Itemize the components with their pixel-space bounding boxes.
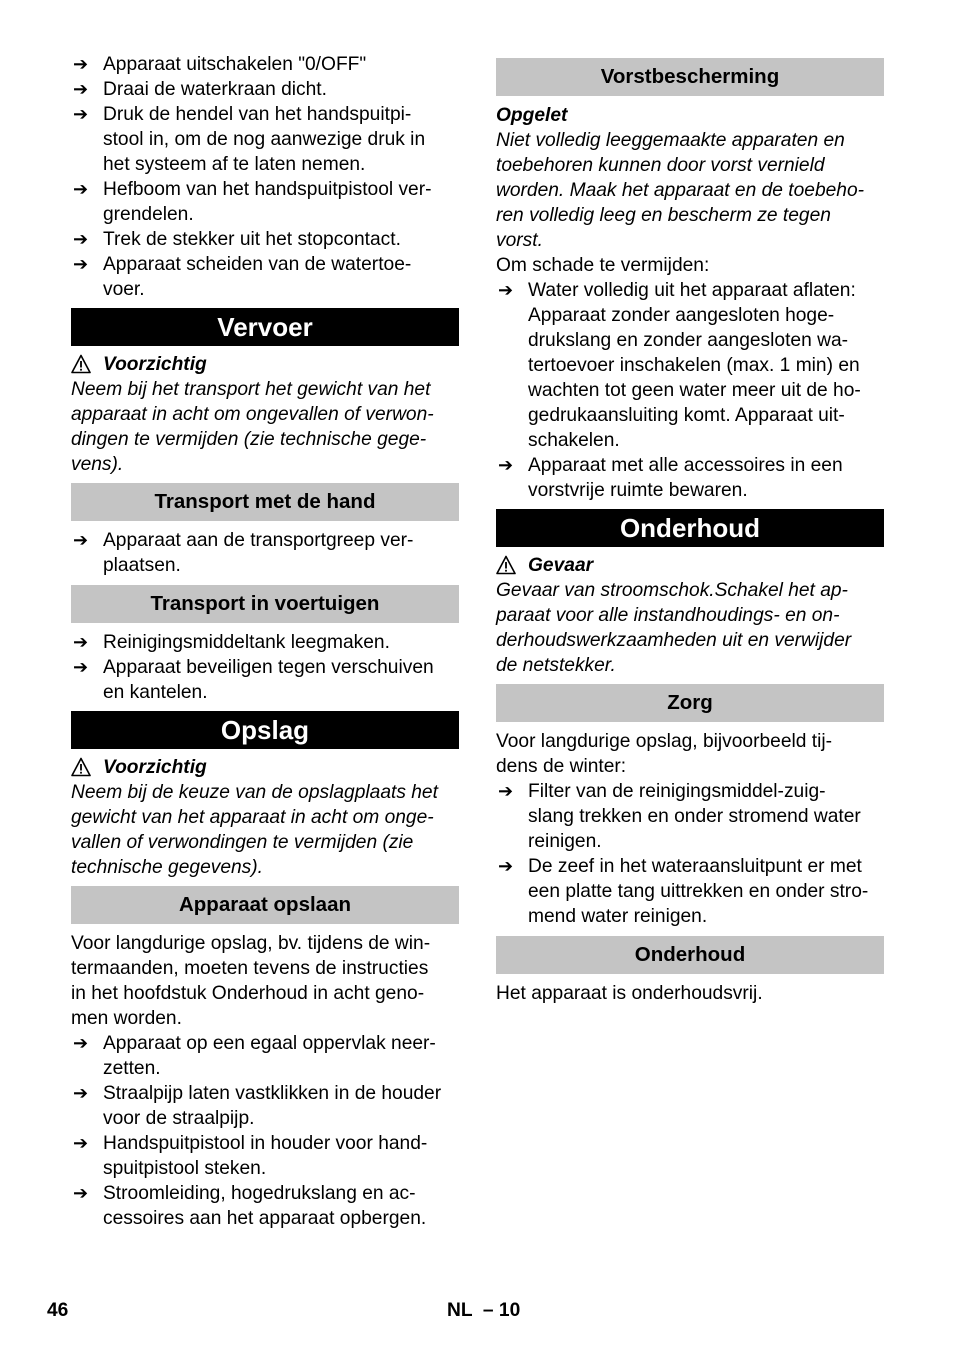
text-line: toebehoren kunnen door vorst vernield (496, 155, 825, 176)
text-line: gewicht van het apparaat in acht om onge- (71, 807, 434, 828)
text-line: Neem bij het transport het gewicht van het (71, 379, 431, 400)
bullet-text-line: De zeef in het wateraansluitpunt er met (528, 856, 862, 877)
arrow-right-icon: ➔ (73, 79, 89, 99)
arrow-right-icon: ➔ (73, 657, 89, 677)
text-line: termaanden, moeten tevens de instructies (71, 958, 429, 979)
bullet-text-line: Reinigingsmiddeltank leegmaken. (103, 632, 390, 653)
text-line: de netstekker. (496, 655, 616, 676)
bullet-item (71, 655, 459, 705)
bullet-item (496, 854, 884, 929)
left-column (71, 52, 459, 1231)
text-line: worden. Maak het apparaat en de toebeho- (496, 180, 865, 201)
bullet-item (71, 177, 459, 227)
arrow-right-icon: ➔ (73, 179, 89, 199)
bullet-text-line: voer. (103, 279, 145, 300)
text-line: men worden. (71, 1008, 182, 1029)
bullet-item (71, 252, 459, 302)
bullet-text-line: Apparaat uitschakelen "0/OFF" (103, 54, 367, 75)
bullet-text-line: het systeem af te laten nemen. (103, 154, 366, 175)
opslag-paragraph (71, 931, 459, 1031)
bullet-text-line: Apparaat met alle accessoires in een (528, 455, 843, 476)
text-line: ren volledig leeg en bescherm ze tegen (496, 205, 831, 226)
bullet-text-line: Apparaat beveiligen tegen verschuiven (103, 657, 434, 678)
arrow-right-icon: ➔ (73, 254, 89, 274)
bullet-item (71, 1181, 459, 1231)
bullet-text-line: en kantelen. (103, 682, 208, 703)
caution-label: Voorzichtig (103, 354, 207, 375)
bullet-text-line: Straalpijp laten vastklikken in de houder (103, 1083, 442, 1104)
warning-triangle-icon (71, 757, 91, 777)
bullet-text-line: reinigen. (528, 831, 602, 852)
text-line: Niet volledig leeggemaakte apparaten en (496, 130, 845, 151)
bullet-item (71, 1031, 459, 1081)
text-line: Neem bij de keuze van de opslagplaats het (71, 782, 438, 803)
bullet-text-line: grendelen. (103, 204, 194, 225)
section-heading-onderhoud: Onderhoud (496, 509, 884, 547)
bullet-text-line: drukslang en zonder aangesloten wa- (528, 330, 849, 351)
bullet-text-line: Hefboom van het handspuitpistool ver- (103, 179, 432, 200)
text-line: paraat voor alle instandhoudings- en on- (496, 605, 840, 626)
bullet-text-line: slang trekken en onder stromend water (528, 806, 861, 827)
bullet-item (71, 1131, 459, 1181)
subheading-zorg: Zorg (496, 684, 884, 722)
caution-note (71, 755, 459, 780)
page-number: 46 (47, 1300, 69, 1321)
subheading-apparaat-opslaan: Apparaat opslaan (71, 886, 459, 924)
arrow-right-icon: ➔ (498, 455, 514, 475)
section-heading-vervoer: Vervoer (71, 308, 459, 346)
arrow-right-icon: ➔ (73, 530, 89, 550)
bullet-text-line: schakelen. (528, 430, 620, 451)
bullet-text-line: spuitpistool steken. (103, 1158, 267, 1179)
text-line: apparaat in acht om ongevallen of verwon- (71, 404, 434, 425)
arrow-right-icon: ➔ (73, 1133, 89, 1153)
text-line: derhoudswerkzaamheden uit en verwijder (496, 630, 852, 651)
transport-hand-bullets (71, 528, 459, 578)
bullet-text-line: Apparaat aan de transportgreep ver- (103, 530, 414, 551)
section-heading-opslag: Opslag (71, 711, 459, 749)
bullet-item (71, 227, 459, 252)
caution-label: Voorzichtig (103, 757, 207, 778)
transport-voertuigen-bullets (71, 630, 459, 705)
danger-label: Gevaar (528, 555, 594, 576)
bullet-text-line: Apparaat op een egaal oppervlak neer- (103, 1033, 436, 1054)
bullet-text-line: cessoires aan het apparaat opbergen. (103, 1208, 427, 1229)
text-line: Voor langdurige opslag, bijvoorbeeld tij- (496, 731, 832, 752)
bullet-text-line: Apparaat zonder aangesloten hoge- (528, 305, 835, 326)
bullet-item (496, 779, 884, 854)
language-page-label: NL – 10 (447, 1300, 521, 1321)
text-line: vallen of verwondingen te vermijden (zie (71, 832, 414, 853)
bullet-text-line: Handspuitpistool in houder voor hand- (103, 1133, 428, 1154)
text-line: dens de winter: (496, 756, 627, 777)
bullet-text-line: gedrukaansluiting komt. Apparaat uit- (528, 405, 845, 426)
caution-text (71, 780, 459, 880)
text-line: vorst. (496, 230, 543, 251)
bullet-text-line: Water volledig uit het apparaat aflaten: (528, 280, 856, 301)
subheading-transport-met-de-hand: Transport met de hand (71, 483, 459, 521)
danger-text (496, 578, 884, 678)
bullet-item (71, 1081, 459, 1131)
warning-triangle-icon (496, 555, 516, 575)
bullet-text-line: mend water reinigen. (528, 906, 708, 927)
bullet-text-line: vorstvrije ruimte bewaren. (528, 480, 748, 501)
bullet-text-line: tertoevoer inschakelen (max. 1 min) en (528, 355, 860, 376)
intro-bullet-list (71, 52, 459, 302)
text-line: Voor langdurige opslag, bv. tijdens de win- (71, 933, 431, 954)
bullet-item (71, 52, 459, 77)
bullet-text-line: Stroomleiding, hogedrukslang en ac- (103, 1183, 416, 1204)
bullet-item (71, 77, 459, 102)
arrow-right-icon: ➔ (73, 54, 89, 74)
subheading-onderhoud: Onderhoud (496, 936, 884, 974)
note-text (496, 128, 884, 253)
caution-text (71, 377, 459, 477)
arrow-right-icon: ➔ (73, 632, 89, 652)
opslag-bullets (71, 1031, 459, 1231)
bullet-item (71, 630, 459, 655)
note-label: Opgelet (496, 105, 568, 126)
subheading-vorstbescherming: Vorstbescherming (496, 58, 884, 96)
text-line: in het hoofdstuk Onderhoud in acht geno- (71, 983, 425, 1004)
arrow-right-icon: ➔ (73, 1083, 89, 1103)
arrow-right-icon: ➔ (73, 229, 89, 249)
arrow-right-icon: ➔ (73, 1183, 89, 1203)
subheading-transport-in-voertuigen: Transport in voertuigen (71, 585, 459, 623)
bullet-text-line: Filter van de reinigingsmiddel-zuig- (528, 781, 826, 802)
bullet-item (496, 278, 884, 453)
onderhoud-text: Het apparaat is onderhoudsvrij. (496, 983, 763, 1004)
right-column (496, 52, 884, 1006)
arrow-right-icon: ➔ (498, 280, 514, 300)
vorst-intro: Om schade te vermijden: (496, 255, 710, 276)
zorg-paragraph (496, 729, 884, 779)
vorst-bullets (496, 278, 884, 503)
text-line: dingen te vermijden (zie technische gege- (71, 429, 427, 450)
bullet-text-line: zetten. (103, 1058, 161, 1079)
bullet-item (71, 528, 459, 578)
bullet-text-line: stool in, om de nog aanwezige druk in (103, 129, 426, 150)
text-line: technische gegevens). (71, 857, 263, 878)
bullet-text-line: wachten tot geen water meer uit de ho- (528, 380, 861, 401)
bullet-item (496, 453, 884, 503)
zorg-bullets (496, 779, 884, 929)
arrow-right-icon: ➔ (73, 104, 89, 124)
danger-note (496, 553, 884, 578)
text-line: Gevaar van stroomschok.Schakel het ap- (496, 580, 848, 601)
arrow-right-icon: ➔ (498, 856, 514, 876)
warning-triangle-icon (71, 354, 91, 374)
bullet-text-line: plaatsen. (103, 555, 181, 576)
bullet-text-line: Druk de hendel van het handspuitpi- (103, 104, 412, 125)
text-line: vens). (71, 454, 124, 475)
arrow-right-icon: ➔ (73, 1033, 89, 1053)
bullet-text-line: Trek de stekker uit het stopcontact. (103, 229, 401, 250)
bullet-text-line: Draai de waterkraan dicht. (103, 79, 327, 100)
bullet-text-line: een platte tang uittrekken en onder stro- (528, 881, 869, 902)
caution-note (71, 352, 459, 377)
bullet-text-line: Apparaat scheiden van de watertoe- (103, 254, 412, 275)
bullet-text-line: voor de straalpijp. (103, 1108, 255, 1129)
bullet-item (71, 102, 459, 177)
arrow-right-icon: ➔ (498, 781, 514, 801)
